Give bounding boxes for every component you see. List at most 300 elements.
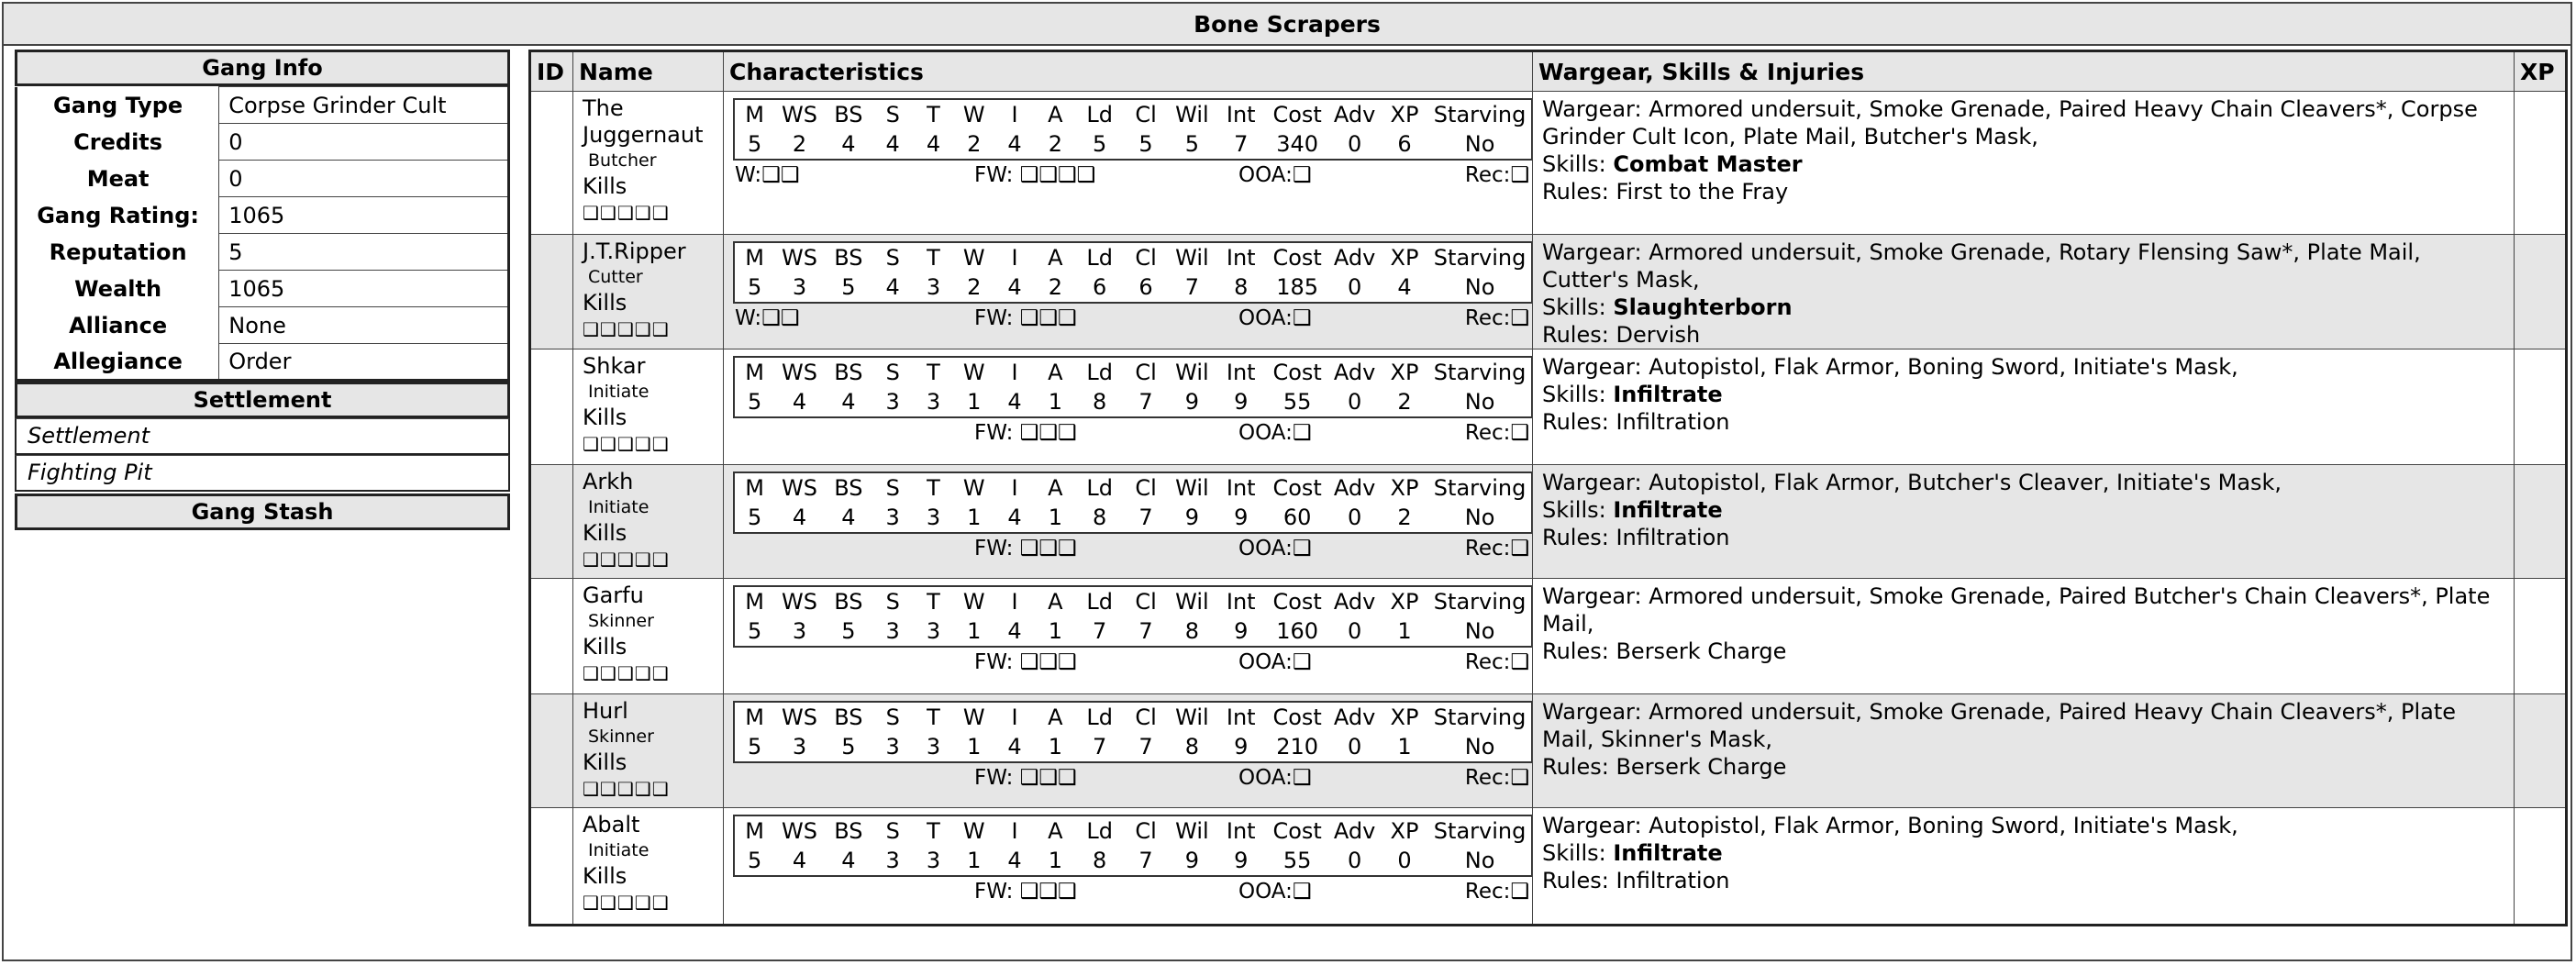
fighter-name: Garfu <box>583 582 644 608</box>
stat-value: 9 <box>1168 503 1216 533</box>
stat-value: 4 <box>825 387 872 417</box>
fighter-wargear-cell <box>1533 465 2515 579</box>
skills-label: Skills: <box>1542 294 1614 320</box>
stat-header: T <box>913 99 953 129</box>
stat-value: No <box>1428 846 1532 876</box>
stat-header: Cost <box>1266 702 1328 732</box>
fighter-characteristics-cell <box>724 235 1533 349</box>
stat-value: 60 <box>1266 503 1328 533</box>
fighter-name-block <box>573 808 723 916</box>
gang-info-label: Alliance <box>69 312 168 338</box>
kill-checkboxes[interactable]: ❑❑❑❑❑ <box>583 778 670 800</box>
stat-value: 5 <box>825 616 872 647</box>
stat-header: WS <box>774 357 824 387</box>
stat-header: WS <box>774 472 824 503</box>
stat-value: 7 <box>1124 616 1168 647</box>
fighter-wargear-cell <box>1533 694 2515 808</box>
stat-header: Wil <box>1168 357 1216 387</box>
stat-header: Starving <box>1428 815 1532 846</box>
fighter-xp-cell <box>2515 579 2567 694</box>
stat-header: Cost <box>1266 242 1328 272</box>
skills-label: Skills: <box>1542 497 1614 523</box>
ooa-checkbox[interactable]: OOA:❑ <box>1238 537 1312 560</box>
stat-header: W <box>954 815 994 846</box>
stat-value: 7 <box>1124 503 1168 533</box>
stat-header: A <box>1035 815 1075 846</box>
stat-header: M <box>734 586 774 616</box>
kills-label: Kills <box>583 173 627 199</box>
recovery-checkbox[interactable]: Rec:❑ <box>1464 650 1529 674</box>
stat-header: Adv <box>1328 702 1380 732</box>
stat-value: 55 <box>1266 846 1328 876</box>
wargear-block <box>1533 694 2514 781</box>
stat-value: 5 <box>825 272 872 303</box>
flesh-wound-checkboxes[interactable]: FW: ❑❑❑ <box>974 650 1077 674</box>
stat-value: 0 <box>1328 732 1380 762</box>
recovery-checkbox[interactable]: Rec:❑ <box>1464 421 1529 445</box>
stat-value: 9 <box>1216 846 1266 876</box>
stat-header: XP <box>1381 99 1428 129</box>
stat-header: BS <box>825 586 872 616</box>
ooa-checkbox[interactable]: OOA:❑ <box>1238 880 1312 904</box>
stat-value: 3 <box>913 387 953 417</box>
fighter-xp-cell <box>2515 235 2567 349</box>
skills-value: Infiltrate <box>1613 497 1723 523</box>
kill-checkboxes[interactable]: ❑❑❑❑❑ <box>583 318 670 340</box>
wargear-block <box>1533 92 2514 205</box>
stat-header: Cl <box>1124 472 1168 503</box>
stat-value: 9 <box>1216 503 1266 533</box>
recovery-checkbox[interactable]: Rec:❑ <box>1464 163 1529 187</box>
stat-header: Cost <box>1266 586 1328 616</box>
ooa-checkbox[interactable]: OOA:❑ <box>1238 650 1312 674</box>
fighter-role: Skinner <box>588 611 654 631</box>
stat-value-row <box>734 616 1532 647</box>
stat-value: 160 <box>1266 616 1328 647</box>
recovery-checkbox[interactable]: Rec:❑ <box>1464 880 1529 904</box>
kill-checkboxes[interactable]: ❑❑❑❑❑ <box>583 662 670 684</box>
stat-header: XP <box>1381 242 1428 272</box>
gang-info-row <box>17 161 509 197</box>
stat-value: 5 <box>1124 129 1168 160</box>
ooa-checkbox[interactable]: OOA:❑ <box>1238 421 1312 445</box>
stat-value: 3 <box>774 732 824 762</box>
stat-header: I <box>994 242 1035 272</box>
gang-info-value: Corpse Grinder Cult <box>219 87 509 124</box>
stat-header-row <box>734 357 1532 387</box>
col-header-characteristics: Characteristics <box>724 51 1533 92</box>
gang-info-value: 5 <box>219 234 509 271</box>
stat-value-row <box>734 272 1532 303</box>
flesh-wound-checkboxes[interactable]: FW: ❑❑❑ <box>974 766 1077 790</box>
gang-info-table <box>15 86 510 382</box>
col-header-xp: XP <box>2515 51 2567 92</box>
gang-info-row <box>17 197 509 234</box>
flesh-wound-checkboxes[interactable]: FW: ❑❑❑❑ <box>974 163 1096 187</box>
stat-header: I <box>994 99 1035 129</box>
stat-value: 7 <box>1076 616 1124 647</box>
fighter-row <box>530 808 2567 926</box>
skills-label: Skills: <box>1542 840 1614 866</box>
stat-value: 5 <box>734 272 774 303</box>
stat-header: A <box>1035 99 1075 129</box>
stat-value: 1 <box>1035 732 1075 762</box>
stat-value: 2 <box>774 129 824 160</box>
stat-value: 8 <box>1076 503 1124 533</box>
stat-header: I <box>994 586 1035 616</box>
stat-header: Int <box>1216 586 1266 616</box>
stat-value: 1 <box>954 732 994 762</box>
ooa-checkbox[interactable]: OOA:❑ <box>1238 163 1312 187</box>
stat-value: 1 <box>954 503 994 533</box>
fighter-role: Cutter <box>588 267 643 287</box>
stat-header: M <box>734 357 774 387</box>
skills-value: Slaughterborn <box>1613 294 1793 320</box>
stat-value: 8 <box>1076 846 1124 876</box>
stat-header: T <box>913 815 953 846</box>
gang-info-row <box>17 124 509 161</box>
stat-header: W <box>954 357 994 387</box>
fighter-xp-cell <box>2515 694 2567 808</box>
settlement-item: Settlement <box>15 418 510 455</box>
stat-header: Adv <box>1328 99 1380 129</box>
stat-value: 5 <box>825 732 872 762</box>
stat-value: 5 <box>734 732 774 762</box>
stat-header: Int <box>1216 702 1266 732</box>
stat-line <box>733 98 1533 161</box>
stat-value: 0 <box>1328 272 1380 303</box>
stat-value: 4 <box>825 129 872 160</box>
fighter-row <box>530 465 2567 579</box>
stat-value: 2 <box>1035 272 1075 303</box>
stat-value: 2 <box>1381 503 1428 533</box>
gang-info-label: Credits <box>73 128 163 155</box>
stat-header: BS <box>825 472 872 503</box>
fighter-xp-cell <box>2515 465 2567 579</box>
skills-value: Infiltrate <box>1613 840 1723 866</box>
stat-value: 3 <box>913 503 953 533</box>
stat-header: M <box>734 472 774 503</box>
kill-checkboxes[interactable]: ❑❑❑❑❑ <box>583 433 670 455</box>
skills-line <box>1542 150 2504 178</box>
stat-value: 3 <box>872 846 913 876</box>
stat-header: XP <box>1381 357 1428 387</box>
skills-line <box>1542 839 2504 867</box>
stat-header: Cl <box>1124 242 1168 272</box>
wargear-list: Wargear: Armored undersuit, Smoke Grenade, Paired Butcher's Chain Cleavers*, Plate Mail, <box>1542 583 2491 637</box>
kills-label: Kills <box>583 290 627 316</box>
stat-value: 3 <box>872 616 913 647</box>
stat-value: 4 <box>994 387 1035 417</box>
stat-value: 2 <box>1035 129 1075 160</box>
stat-header: Adv <box>1328 242 1380 272</box>
stat-value: 4 <box>1381 272 1428 303</box>
stat-value: 185 <box>1266 272 1328 303</box>
recovery-checkbox[interactable]: Rec:❑ <box>1464 537 1529 560</box>
stat-value: No <box>1428 272 1532 303</box>
stat-value: 8 <box>1168 616 1216 647</box>
fighter-name-cell <box>573 465 724 579</box>
recovery-checkbox[interactable]: Rec:❑ <box>1464 306 1529 330</box>
stat-header: M <box>734 99 774 129</box>
stat-header: Cl <box>1124 702 1168 732</box>
stat-header: Wil <box>1168 242 1216 272</box>
stat-header: W <box>954 586 994 616</box>
stat-header: Starving <box>1428 357 1532 387</box>
stat-header: Cost <box>1266 815 1328 846</box>
fighter-name-cell <box>573 694 724 808</box>
stat-line <box>733 356 1533 418</box>
rules-line: Rules: Infiltration <box>1542 409 1730 435</box>
fighter-role: Initiate <box>588 497 650 517</box>
skills-label: Skills: <box>1542 382 1614 407</box>
kill-checkboxes[interactable]: ❑❑❑❑❑ <box>583 549 670 571</box>
stat-header: M <box>734 702 774 732</box>
gang-info-heading: Gang Info <box>15 50 510 86</box>
stat-value-row <box>734 387 1532 417</box>
ooa-checkbox[interactable]: OOA:❑ <box>1238 306 1312 330</box>
stat-header: WS <box>774 99 824 129</box>
stat-value: 4 <box>774 387 824 417</box>
stat-value: 2 <box>954 129 994 160</box>
stat-value: 9 <box>1216 387 1266 417</box>
stat-value: 4 <box>994 272 1035 303</box>
stat-header: Starving <box>1428 702 1532 732</box>
stat-header: M <box>734 815 774 846</box>
fighter-name-block <box>573 92 723 227</box>
fighter-characteristics-cell <box>724 92 1533 235</box>
gang-info-label: Gang Type <box>53 92 183 118</box>
kills-label: Kills <box>583 405 627 430</box>
stat-value: 5 <box>1168 129 1216 160</box>
stat-value: 6 <box>1124 272 1168 303</box>
fighter-name: Shkar <box>583 353 646 379</box>
stat-header-row <box>734 242 1532 272</box>
stat-header: WS <box>774 586 824 616</box>
kill-checkboxes[interactable]: ❑❑❑❑❑ <box>583 892 670 914</box>
stat-value: 5 <box>734 503 774 533</box>
fighter-id-cell <box>530 465 573 579</box>
stat-value: 55 <box>1266 387 1328 417</box>
col-header-wargear: Wargear, Skills & Injuries <box>1533 51 2515 92</box>
wargear-list: Wargear: Armored undersuit, Smoke Grenade, Rotary Flensing Saw*, Plate Mail, Cutter's Mask, <box>1542 239 2421 293</box>
kills-label: Kills <box>583 749 627 775</box>
gang-info-value: 1065 <box>219 197 509 234</box>
stat-header: WS <box>774 702 824 732</box>
stat-line <box>733 701 1533 763</box>
stat-value: 4 <box>994 846 1035 876</box>
stat-value: 3 <box>913 846 953 876</box>
fighter-characteristics-cell <box>724 465 1533 579</box>
stat-header: Cl <box>1124 586 1168 616</box>
stat-value-row <box>734 129 1532 160</box>
stat-header: T <box>913 242 953 272</box>
stat-header: Ld <box>1076 472 1124 503</box>
fighter-name-cell <box>573 235 724 349</box>
stat-value: 3 <box>872 387 913 417</box>
fighter-id-cell <box>530 92 573 235</box>
fighter-name-block <box>573 349 723 458</box>
gang-info-label: Gang Rating: <box>37 202 199 228</box>
stat-header: Ld <box>1076 586 1124 616</box>
stat-value: 1 <box>1381 732 1428 762</box>
ooa-checkbox[interactable]: OOA:❑ <box>1238 766 1312 790</box>
stat-header: Cost <box>1266 99 1328 129</box>
stat-header: S <box>872 357 913 387</box>
stat-header: A <box>1035 472 1075 503</box>
stat-value: No <box>1428 503 1532 533</box>
stat-value: 7 <box>1168 272 1216 303</box>
skills-value: Combat Master <box>1613 151 1803 177</box>
rules-line: Rules: Infiltration <box>1542 525 1730 550</box>
stat-value: 7 <box>1124 387 1168 417</box>
stat-value-row <box>734 503 1532 533</box>
flesh-wound-checkboxes[interactable]: FW: ❑❑❑ <box>974 880 1077 904</box>
fighter-characteristics-cell <box>724 808 1533 926</box>
stat-value: 1 <box>954 846 994 876</box>
stat-header: XP <box>1381 815 1428 846</box>
fighter-name-cell <box>573 579 724 694</box>
fighter-name-cell <box>573 349 724 465</box>
stat-header: BS <box>825 702 872 732</box>
wound-track <box>733 418 1533 449</box>
gang-info-label: Reputation <box>49 238 187 265</box>
stat-value: 3 <box>872 732 913 762</box>
stat-value-row <box>734 846 1532 876</box>
stat-line <box>733 815 1533 877</box>
stat-header: Cost <box>1266 472 1328 503</box>
stat-line <box>733 471 1533 534</box>
stat-value: 1 <box>1381 616 1428 647</box>
fighter-xp-cell <box>2515 349 2567 465</box>
gang-info-value: None <box>219 307 509 344</box>
gang-info-row <box>17 307 509 344</box>
stat-value: 0 <box>1381 846 1428 876</box>
stat-value: 1 <box>1035 387 1075 417</box>
stat-header: W <box>954 242 994 272</box>
stat-value: 7 <box>1124 846 1168 876</box>
stat-header: S <box>872 815 913 846</box>
flesh-wound-checkboxes[interactable]: FW: ❑❑❑ <box>974 421 1077 445</box>
fighter-xp-cell <box>2515 808 2567 926</box>
stat-header: Starving <box>1428 99 1532 129</box>
fighter-name-cell <box>573 808 724 926</box>
stat-header: Int <box>1216 99 1266 129</box>
fighter-name-block <box>573 465 723 573</box>
fighter-row <box>530 349 2567 465</box>
wargear-block <box>1533 235 2514 349</box>
wounds-checkboxes[interactable]: W:❑❑ <box>735 306 800 330</box>
stat-value: 4 <box>872 129 913 160</box>
wound-track <box>733 161 1533 192</box>
recovery-checkbox[interactable]: Rec:❑ <box>1464 766 1529 790</box>
stat-value: 4 <box>994 732 1035 762</box>
gang-info-value: Order <box>219 344 509 381</box>
stat-value: 8 <box>1216 272 1266 303</box>
stat-header: T <box>913 472 953 503</box>
skills-label: Skills: <box>1542 151 1614 177</box>
fighter-id-cell <box>530 235 573 349</box>
rules-line: Rules: Berserk Charge <box>1542 638 1787 664</box>
fighter-role: Skinner <box>588 727 654 747</box>
stat-value: 3 <box>913 732 953 762</box>
rules-line: Rules: Infiltration <box>1542 868 1730 893</box>
kills-label: Kills <box>583 634 627 660</box>
stat-header: Wil <box>1168 586 1216 616</box>
flesh-wound-checkboxes[interactable]: FW: ❑❑❑ <box>974 537 1077 560</box>
stat-header-row <box>734 472 1532 503</box>
stat-header: Adv <box>1328 472 1380 503</box>
stat-header: T <box>913 357 953 387</box>
stat-value: 4 <box>994 616 1035 647</box>
wound-track <box>733 534 1533 565</box>
fighter-wargear-cell <box>1533 349 2515 465</box>
wound-track <box>733 304 1533 335</box>
fighter-name-block <box>573 235 723 343</box>
stat-header: WS <box>774 242 824 272</box>
stat-header: Cl <box>1124 99 1168 129</box>
fighter-name-block <box>573 694 723 803</box>
fighter-name: Arkh <box>583 469 634 494</box>
kill-checkboxes[interactable]: ❑❑❑❑❑ <box>583 202 670 224</box>
roster-table <box>528 50 2568 926</box>
stat-value: 6 <box>1381 129 1428 160</box>
stat-value: 7 <box>1216 129 1266 160</box>
stat-header: W <box>954 99 994 129</box>
stat-header: XP <box>1381 472 1428 503</box>
stat-header: Int <box>1216 357 1266 387</box>
gang-info-row <box>17 271 509 307</box>
flesh-wound-checkboxes[interactable]: FW: ❑❑❑ <box>974 306 1077 330</box>
stat-value: 4 <box>774 503 824 533</box>
fighter-id-cell <box>530 808 573 926</box>
stat-header: BS <box>825 815 872 846</box>
stat-value: 4 <box>774 846 824 876</box>
wargear-block <box>1533 465 2514 551</box>
stat-header: Cost <box>1266 357 1328 387</box>
fighter-wargear-cell <box>1533 579 2515 694</box>
wargear-block <box>1533 808 2514 894</box>
fighter-wargear-cell <box>1533 808 2515 926</box>
gang-info-row <box>17 87 509 124</box>
stat-value: 5 <box>734 387 774 417</box>
stat-value: No <box>1428 616 1532 647</box>
stat-line <box>733 585 1533 648</box>
wargear-list: Wargear: Armored undersuit, Smoke Grenade, Paired Heavy Chain Cleavers*, Plate Mail, Skinner's Mask, <box>1542 699 2457 752</box>
stat-value: No <box>1428 732 1532 762</box>
stat-value: 5 <box>734 616 774 647</box>
stat-header: Int <box>1216 815 1266 846</box>
stat-header: S <box>872 242 913 272</box>
stat-value: 4 <box>825 503 872 533</box>
stat-value: 3 <box>913 616 953 647</box>
stat-value: 8 <box>1076 387 1124 417</box>
stat-value: 3 <box>774 272 824 303</box>
stat-header: Ld <box>1076 815 1124 846</box>
wound-track <box>733 877 1533 908</box>
stat-header: Ld <box>1076 702 1124 732</box>
stat-value: 9 <box>1216 616 1266 647</box>
wounds-checkboxes[interactable]: W:❑❑ <box>735 163 800 187</box>
stat-header-row <box>734 99 1532 129</box>
stat-value: 0 <box>1328 846 1380 876</box>
gang-info-value: 0 <box>219 124 509 161</box>
stat-header: A <box>1035 357 1075 387</box>
fighter-name: The Juggernaut <box>583 95 704 148</box>
stat-header: Adv <box>1328 586 1380 616</box>
fighter-id-cell <box>530 579 573 694</box>
stat-value: 3 <box>872 503 913 533</box>
